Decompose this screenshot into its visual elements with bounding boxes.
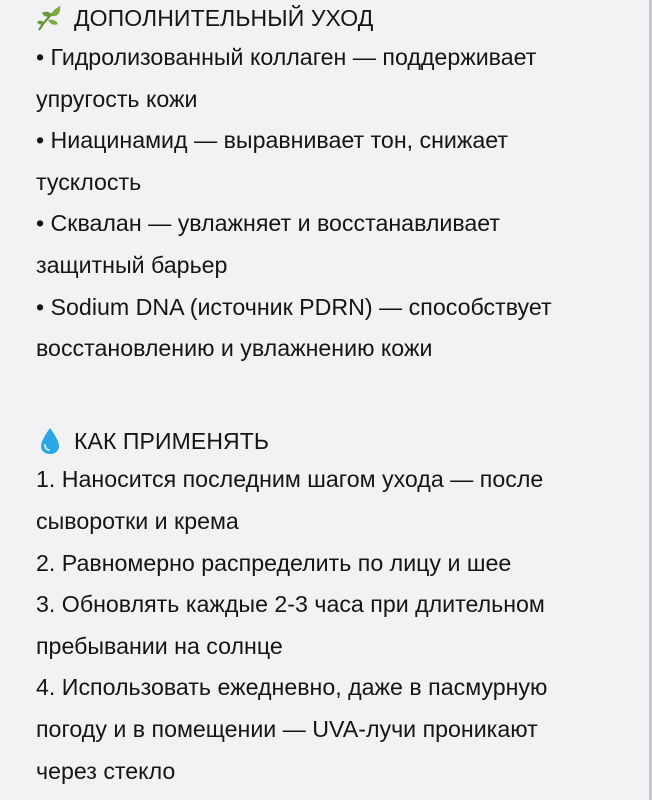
care-line-6: защитный барьер xyxy=(36,251,228,278)
apply-line-3: 2. Равномерно распределить по лицу и шее xyxy=(36,549,512,576)
care-line-3: • Ниацинамид — выравнивает тон, снижает xyxy=(36,127,509,154)
care-line-7: • Sodium DNA (источник PDRN) — способствует xyxy=(36,293,552,320)
leaf-icon xyxy=(34,2,66,34)
apply-line-4: 3. Обновлять каждые 2-3 часа при длительном xyxy=(36,591,545,618)
section-title-apply: КАК ПРИМЕНЯТЬ xyxy=(74,427,270,454)
section-title-care: ДОПОЛНИТЕЛЬНЫЙ УХОД xyxy=(74,4,374,31)
apply-line-8: через стекло xyxy=(36,757,176,784)
content xyxy=(36,0,636,792)
section-spacer xyxy=(36,370,636,412)
care-line-2: упругость кожи xyxy=(36,85,198,112)
care-line-1: • Гидролизованный коллаген — поддерживает xyxy=(36,44,537,70)
apply-line-7: погоду и в помещении — UVA-лучи проникают xyxy=(36,715,538,742)
section-heading-care xyxy=(34,0,636,36)
care-line-5: • Сквалан — увлажняет и восстанавливает xyxy=(36,210,501,237)
care-line-4: тусклость xyxy=(36,168,142,195)
apply-line-2: сыворотки и крема xyxy=(36,507,239,534)
section-heading-apply xyxy=(34,423,636,459)
apply-line-1: 1. Наносится последним шагом ухода — после xyxy=(36,466,544,493)
section-how-to-apply xyxy=(36,423,636,792)
section-additional-care xyxy=(36,0,636,370)
apply-line-6: 4. Использовать ежедневно, даже в пасмурную xyxy=(36,674,548,701)
care-line-8: восстановлению и увлажнению кожи xyxy=(36,335,433,362)
apply-line-5: пребывании на солнце xyxy=(36,632,283,659)
droplet-icon xyxy=(34,425,66,457)
